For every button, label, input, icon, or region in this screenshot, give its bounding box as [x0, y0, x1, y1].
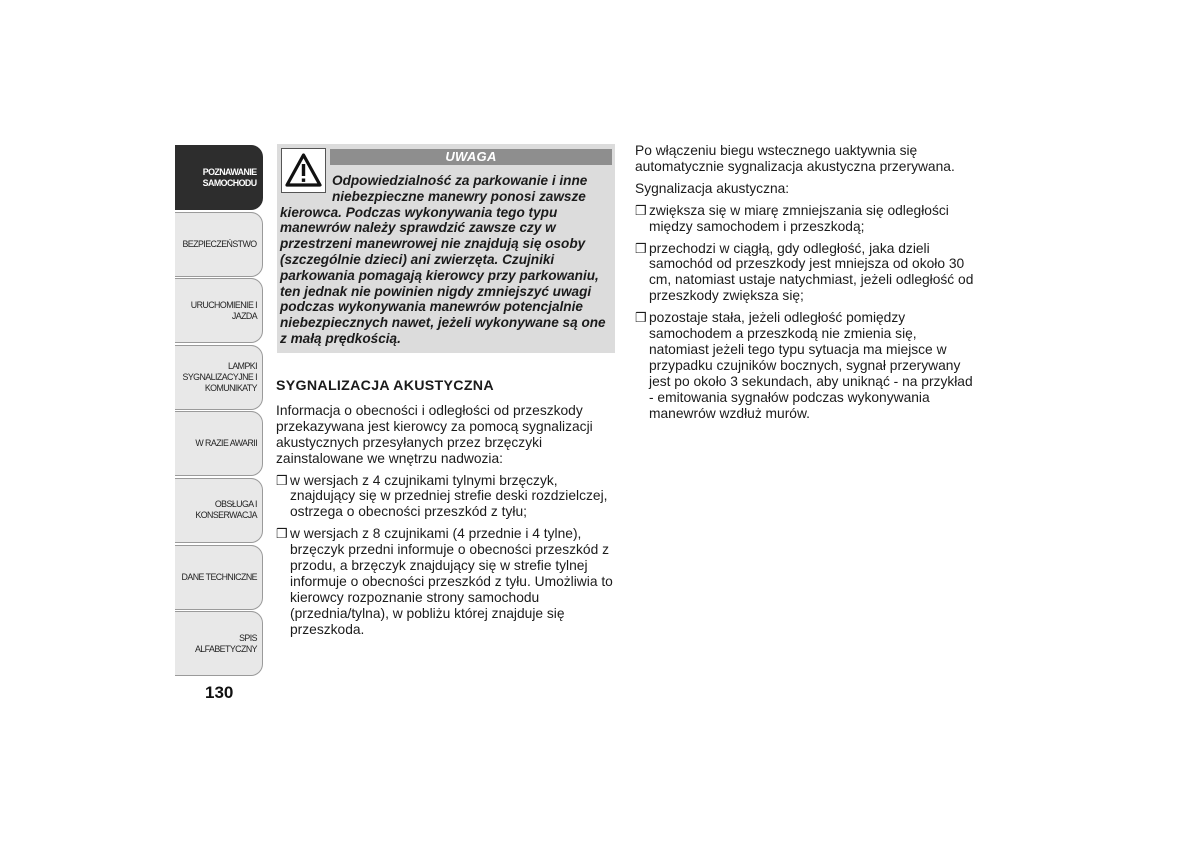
list-item: ❒ zwiększa się w miarę zmniejszania się odległości między samochodem i przeszkodą; [635, 202, 949, 234]
tab-dane-techniczne[interactable] [175, 545, 263, 610]
section-intro: Informacja o obecności i odległości od przeszkody przekazywana jest kierowcy za pomocą sygnalizacji akustycznych przesyłanych przez brzęczyki zainstalowane we wnętrzu nadwozia: [276, 402, 593, 466]
checkbox-bullet-icon: ❒ [635, 240, 647, 256]
tab-label: DANE TECHNICZNE [181, 571, 257, 583]
tab-bezpieczenstwo[interactable] [175, 212, 263, 277]
section-heading: SYGNALIZACJA AKUSTYCZNA [276, 378, 494, 394]
tab-poznawanie-samochodu[interactable] [175, 145, 263, 210]
checkbox-bullet-icon: ❒ [635, 202, 647, 218]
checkbox-bullet-icon: ❒ [635, 310, 647, 326]
tab-label: SPIS ALFABETYCZNY [194, 632, 257, 655]
tab-w-razie-awarii[interactable] [175, 411, 263, 476]
tab-label: BEZPIECZEŃSTWO [182, 238, 257, 250]
list-item: ❒ w wersjach z 8 czujnikami (4 przednie i 4 tylne), brzęczyk przedni informuje o obecności przeszkód z przodu, a brzęczyk znajdujący się w strefie tylnej informuje o obecności przeszkód z tyłu. Umożliwia to kierowcy rozpoznanie strony samochodu (przednia/tylna), w pobliżu której znajduje się przeszkoda. [276, 526, 613, 637]
page-number: 130 [205, 683, 234, 702]
tab-label: LAMPKI SYGNALIZACYJNE I KOMUNIKATY [182, 360, 257, 394]
warning-text: Odpowiedzialność za parkowanie i inne niebezpieczne manewry ponosi zawsze kierowca. Podczas wykonywania tego typu manewrów należy sprawdzić zawsze czy w przestrzeni manewrowej nie znajdują się osoby (szczególnie dzieci) ani zwierzęta. Czujniki parkowania pomagają kierowcy przy parkowaniu, ten jednak nie powinien nigdy zmniejszyć uwagi podczas wykonywania manewrów potencjalnie niebezpiecznych nawet, jeżeli wykonywane są one z małą prędkością. [280, 173, 606, 346]
tab-label: W RAZIE AWARII [195, 438, 257, 450]
tab-label: OBSŁUGA I KONSERWACJA [195, 499, 257, 522]
tab-label: URUCHOMIENIE I JAZDA [190, 299, 257, 322]
warning-title: UWAGA [330, 149, 612, 165]
warning-box [277, 144, 615, 353]
tab-label: POZNAWANIE SAMOCHODU [203, 166, 257, 189]
checkbox-bullet-icon: ❒ [276, 472, 288, 488]
checkbox-bullet-icon: ❒ [276, 526, 288, 542]
paragraph: Sygnalizacja akustyczna: [635, 180, 790, 196]
section-column [276, 379, 616, 644]
tab-spis-alfabetyczny[interactable] [175, 611, 263, 676]
right-column [635, 143, 975, 428]
section-bullet-list [276, 473, 616, 638]
tab-uruchomienie-i-jazda[interactable] [175, 278, 263, 343]
chapter-tabs [175, 145, 263, 678]
tab-obsluga-i-konserwacja[interactable] [175, 478, 263, 543]
paragraph: Po włączeniu biegu wstecznego uaktywnia się automatycznie sygnalizacja akustyczna przerywana. [635, 143, 955, 174]
right-bullet-list [635, 203, 975, 422]
list-item: ❒ przechodzi w ciągłą, gdy odległość, jaka dzieli samochód od przeszkody jest mniejsza od około 30 cm, natomiast ustaje natychmiast, jeżeli odległość od przeszkody zwiększa się; [635, 240, 974, 304]
list-item: ❒ w wersjach z 4 czujnikami tylnymi brzęczyk, znajdujący się w przedniej strefie deski rozdzielczej, ostrzega o obecności przeszkód z tyłu; [276, 472, 608, 520]
tab-lampki-sygnalizacyjne[interactable] [175, 345, 263, 410]
list-item: ❒ pozostaje stała, jeżeli odległość pomiędzy samochodem a przeszkodą nie zmienia się, natomiast jeżeli tego typu sytuacja ma miejsce w przypadku czujników bocznych, sygnał przerywany jest po około 3 sekundach, aby uniknąć - na przykład - emitowania sygnałów podczas wykonywania manewrów wzdłuż murów. [635, 310, 973, 421]
